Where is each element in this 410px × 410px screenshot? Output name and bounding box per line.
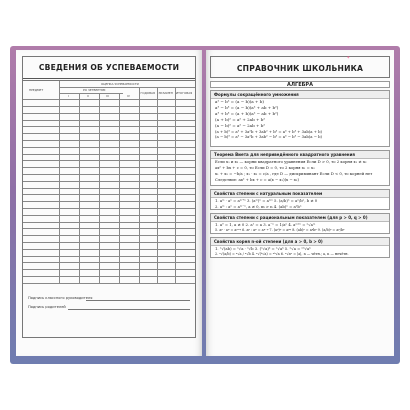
formula-line: a³ + b³ = (a + b)(a² − ab + b²) [215, 110, 279, 116]
annual-header: ГОДОВАЯ [140, 90, 156, 95]
quarter-2: II [87, 93, 89, 98]
signature-teacher-label: Подпись классного руководителя [28, 296, 93, 300]
section-vieta-theorem [210, 150, 390, 186]
formula-line: (a − b)² = a² − 2ab + b² [215, 122, 266, 128]
reference-title-frame [210, 56, 390, 78]
table-row [23, 269, 195, 270]
formula-line: 5. aᵖ · aᵠ = aᵖ⁺ᵠ 6. aᵖ : aᵠ = aᵖ⁻ᵠ 7. (aᵖ)ᵠ = aᵖᵠ 8. (ab)ᵖ = aᵖbᵖ 9. (a/b)ᵖ = aᵖ/bᵖ [215, 227, 345, 232]
table-row [23, 106, 195, 107]
table-row [23, 215, 195, 216]
table-row [23, 228, 195, 229]
table-row [23, 113, 195, 114]
table-row [23, 167, 195, 168]
table-row [23, 188, 195, 189]
formula-line: Если x₁ и x₂ — корни квадратного уравнения Если D > 0, то 2 корня x₁ ≠ x₂ [215, 159, 367, 164]
section-abbreviated-multiplication [210, 90, 390, 147]
quarter-4: IV [127, 93, 130, 98]
quarter-3: III [106, 93, 109, 98]
table-row [23, 147, 195, 148]
table-row [23, 154, 195, 155]
formula-line: Следствие: ax² + bx + c = a(x − x₁)(x − x₂) [215, 176, 299, 182]
section-title: Свойства корня n-ой степени (для a > 0, b > 0) [211, 238, 389, 246]
table-row [23, 160, 195, 161]
exam-header: ЭКЗАМЕН [158, 90, 173, 95]
table-row [23, 276, 195, 277]
table-row [23, 222, 195, 223]
table-row [23, 283, 195, 284]
table-row [23, 140, 195, 141]
asterisk-mark: * [347, 56, 350, 62]
formula-line: (a + b)³ = a³ + 3a²b + 3ab² + b³ = a³ + b³ + 3ab(a + b) [215, 128, 323, 134]
subject-header: ПРЕДМЕТ [29, 88, 44, 92]
subject-heading: АЛГЕБРА [210, 81, 390, 88]
section-title: Формулы сокращённого умножения [211, 91, 389, 99]
table-row [23, 120, 195, 121]
final-header: ИТОГОВАЯ [176, 90, 193, 95]
table-row [23, 208, 195, 209]
table-row [23, 133, 195, 134]
table-row [23, 249, 195, 250]
grades-table [22, 80, 196, 284]
table-row [23, 201, 195, 202]
formula-line: (a + b)² = a² + 2ab + b² [215, 116, 266, 122]
table-row [23, 256, 195, 257]
grades-title: СВЕДЕНИЯ ОБ УСПЕВАЕМОСТИ [23, 57, 195, 79]
section-natural-exponent [210, 189, 390, 210]
table-row [23, 262, 195, 263]
formula-line: a² − b² = (a − b)(a + b) [215, 99, 264, 104]
formula-line: 1. aᵐ · aⁿ = aᵐ⁺ⁿ 3. (aᵐ)ⁿ = aᵐⁿ 5. (a/b)ⁿ = aⁿ/bⁿ, b ≠ 0 [215, 198, 318, 203]
table-row [23, 174, 195, 175]
formula-line: ax² + bx + c = 0, то Если D = 0, то 2 корня x₁ = x₂ [215, 164, 315, 170]
section-title: Теорема Виета для неприведённого квадратного уравнения [211, 151, 389, 159]
section-title: Свойства степени с рациональным показателем (для p > 0, q > 0) [211, 214, 389, 222]
table-row [23, 126, 195, 127]
table-row [23, 194, 195, 195]
table-row [23, 235, 195, 236]
signature-parents-label: Подпись родителей [28, 305, 66, 309]
formula-line: x₁ + x₂ = −b/a ; x₁ · x₂ = c/a , где D — дискриминант Если D < 0, то корней нет [215, 170, 373, 176]
formula-line: (a − b)³ = a³ − 3a²b + 3ab² − b³ = a³ − b³ − 3ab(a − b) [215, 134, 323, 140]
formula-line: 2. ⁿ√(a/b) = ⁿ√a / ⁿ√b 4. ⁿ√(ᵏ√a) = ⁿᵏ√a 6. ⁿ√aⁿ = |a|, n — чётн.; a, n — нечётн. [215, 251, 349, 256]
table-row [23, 242, 195, 243]
formula-line: 1. a⁰ = 1, a ≠ 0 2. a¹ = a 3. a⁻ⁿ = 1/aⁿ 4. aᵐᐟⁿ = ⁿ√aᵐ [215, 222, 316, 227]
signature-parents-line [68, 309, 190, 310]
table-row [23, 181, 195, 182]
section-rational-exponent [210, 213, 390, 234]
formula-line: 1. ⁿ√(ab) = ⁿ√a · ⁿ√b 3. (ⁿ√a)ᵏ = ⁿ√aᵏ 5. ⁿ√a = ⁿᵏ√aᵏ [215, 246, 311, 251]
section-title: Свойства степени с натуральным показателем [211, 190, 389, 198]
quarter-1: I [68, 93, 69, 98]
section-nth-root [210, 237, 390, 258]
formula-line: a³ − b³ = (a − b)(a² + ab + b²) [215, 104, 279, 110]
right-page [206, 50, 394, 356]
reference-title: СПРАВОЧНИК ШКОЛЬНИКА [236, 63, 364, 73]
left-page [16, 50, 202, 356]
quarters-header: РО ЧЕТВЕРТЯМ [83, 87, 106, 92]
signature-teacher-line [86, 300, 190, 301]
grades-header: ОЦЕНКА УСПЕВАЕМОСТИ [101, 81, 139, 86]
formula-line: 2. aᵐ : aⁿ = aᵐ⁻ⁿ, a ≠ 0, m > n 4. (ab)ⁿ = aⁿbⁿ [215, 203, 302, 209]
